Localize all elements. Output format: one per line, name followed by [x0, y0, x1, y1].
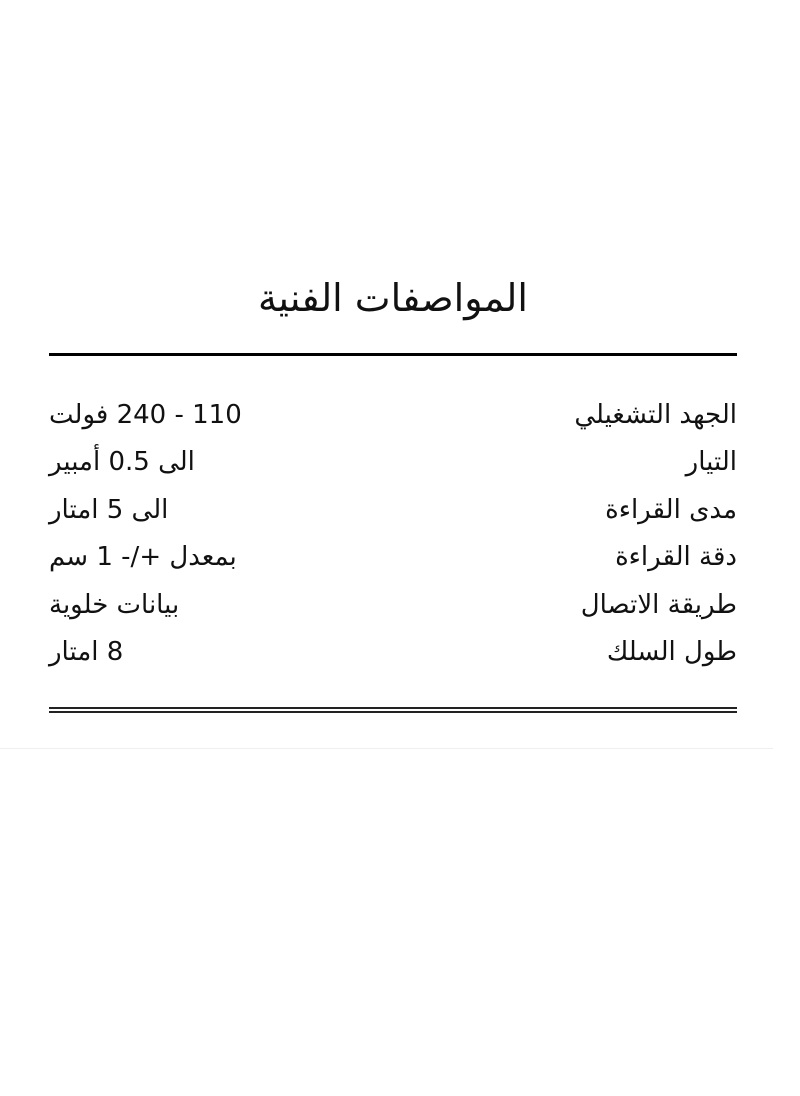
- spec-value: بيانات خلوية: [49, 589, 180, 620]
- page-title: المواصفات الفنية: [258, 276, 528, 320]
- spec-label: التيار: [685, 447, 737, 478]
- page-edge-line: [0, 748, 773, 749]
- spec-label: دقة القراءة: [615, 542, 737, 573]
- spec-row-voltage: [49, 392, 737, 439]
- bottom-divider: [49, 707, 737, 713]
- spec-label: الجهد التشغيلي: [574, 400, 737, 430]
- spec-value: الى 0.5 أمبير: [49, 447, 195, 478]
- spec-value: الى 5 امتار: [49, 494, 169, 525]
- title-divider: [49, 353, 737, 356]
- spec-row-reading-accuracy: [49, 534, 737, 581]
- spec-value: 110 - 240 فولت: [49, 400, 242, 430]
- spec-label: طريقة الاتصال: [580, 589, 737, 620]
- spec-row-cable-length: [49, 629, 737, 676]
- spec-row-connection-method: [49, 582, 737, 629]
- spec-row-current: [49, 439, 737, 486]
- spec-value: بمعدل +/- 1 سم: [49, 542, 237, 573]
- specs-table: [49, 392, 737, 676]
- spec-label: طول السلك: [606, 636, 737, 667]
- spec-value: 8 امتار: [49, 636, 124, 667]
- spec-row-reading-range: [49, 487, 737, 534]
- spec-label: مدى القراءة: [605, 494, 737, 525]
